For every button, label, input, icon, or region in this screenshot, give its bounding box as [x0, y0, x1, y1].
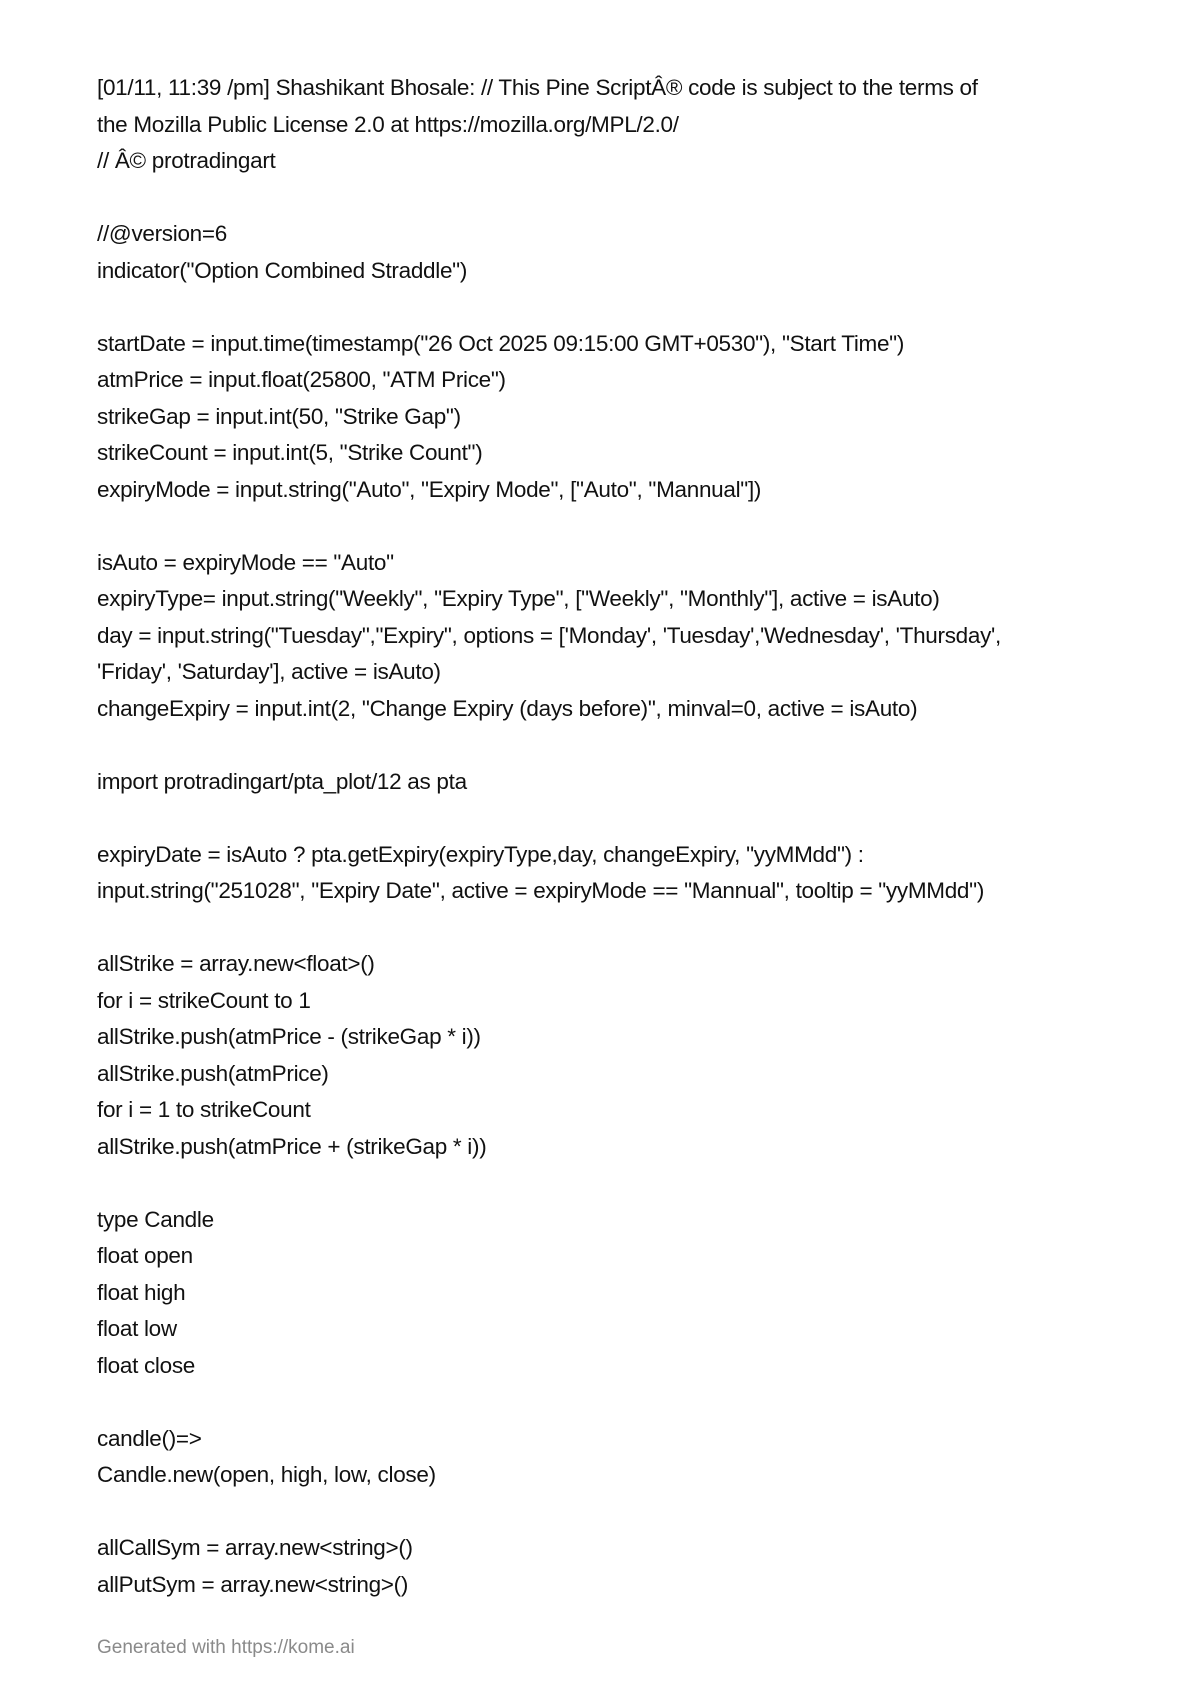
- text-line: input.string("251028", "Expiry Date", active = expiryMode == "Mannual", tooltip = "yyMMdd"): [97, 878, 985, 903]
- blank-line: [97, 727, 1127, 764]
- generated-with-footer: Generated with https://kome.ai: [97, 1637, 355, 1658]
- text-line: indicator("Option Combined Straddle"): [97, 257, 468, 283]
- blank-line: [97, 508, 1127, 545]
- blank-line: [97, 1384, 1127, 1421]
- text-line: allCallSym = array.new<string>(): [97, 1535, 413, 1560]
- text-line: //@version=6: [97, 221, 227, 246]
- text-line: expiryType= input.string("Weekly", "Expiry Type", ["Weekly", "Monthly"], active = isAuto): [97, 586, 940, 611]
- text-line: for i = strikeCount to 1: [97, 987, 311, 1013]
- blank-line: [97, 1494, 1127, 1531]
- text-line: expiryDate = isAuto ? pta.getExpiry(expiryType,day, changeExpiry, "yyMMdd") :: [97, 841, 864, 867]
- text-line: changeExpiry = input.int(2, "Change Expiry (days before)", minval=0, active = isAuto): [97, 695, 918, 721]
- text-line: import protradingart/pta_plot/12 as pta: [97, 768, 467, 794]
- text-line: isAuto = expiryMode == "Auto": [97, 549, 394, 575]
- code-text-block: [97, 70, 1127, 1603]
- blank-line: [97, 800, 1127, 837]
- text-line: Candle.new(open, high, low, close): [97, 1462, 436, 1487]
- text-line: the Mozilla Public License 2.0 at https://mozilla.org/MPL/2.0/: [97, 111, 679, 137]
- text-line: allStrike.push(atmPrice - (strikeGap * i)): [97, 1024, 481, 1049]
- text-line: allStrike = array.new<float>(): [97, 951, 375, 976]
- text-line: type Candle: [97, 1206, 214, 1232]
- text-line: startDate = input.time(timestamp("26 Oct 2025 09:15:00 GMT+0530"), "Start Time"): [97, 330, 905, 356]
- text-line: atmPrice = input.float(25800, "ATM Price"): [97, 367, 506, 392]
- text-line: [01/11, 11:39 /pm] Shashikant Bhosale: // This Pine ScriptÂ® code is subject to the terms of: [97, 75, 978, 100]
- text-line: allStrike.push(atmPrice): [97, 1060, 329, 1086]
- text-line: allPutSym = array.new<string>(): [97, 1571, 409, 1597]
- text-line: // Â© protradingart: [97, 148, 276, 173]
- blank-line: [97, 289, 1127, 326]
- text-line: float open: [97, 1243, 193, 1268]
- text-line: expiryMode = input.string("Auto", "Expiry Mode", ["Auto", "Mannual"]): [97, 476, 762, 502]
- text-line: 'Friday', 'Saturday'], active = isAuto): [97, 659, 441, 684]
- text-line: strikeGap = input.int(50, "Strike Gap"): [97, 403, 461, 429]
- text-line: strikeCount = input.int(5, "Strike Count"): [97, 440, 483, 465]
- text-line: day = input.string("Tuesday","Expiry", options = ['Monday', 'Tuesday','Wednesday', 'Thursday',: [97, 622, 1001, 648]
- text-line: allStrike.push(atmPrice + (strikeGap * i)): [97, 1133, 487, 1159]
- text-line: float low: [97, 1316, 177, 1341]
- blank-line: [97, 180, 1127, 217]
- text-line: float high: [97, 1279, 186, 1305]
- text-line: candle()=>: [97, 1425, 202, 1451]
- text-line: for i = 1 to strikeCount: [97, 1097, 311, 1122]
- text-line: float close: [97, 1352, 196, 1378]
- blank-line: [97, 1165, 1127, 1202]
- blank-line: [97, 910, 1127, 947]
